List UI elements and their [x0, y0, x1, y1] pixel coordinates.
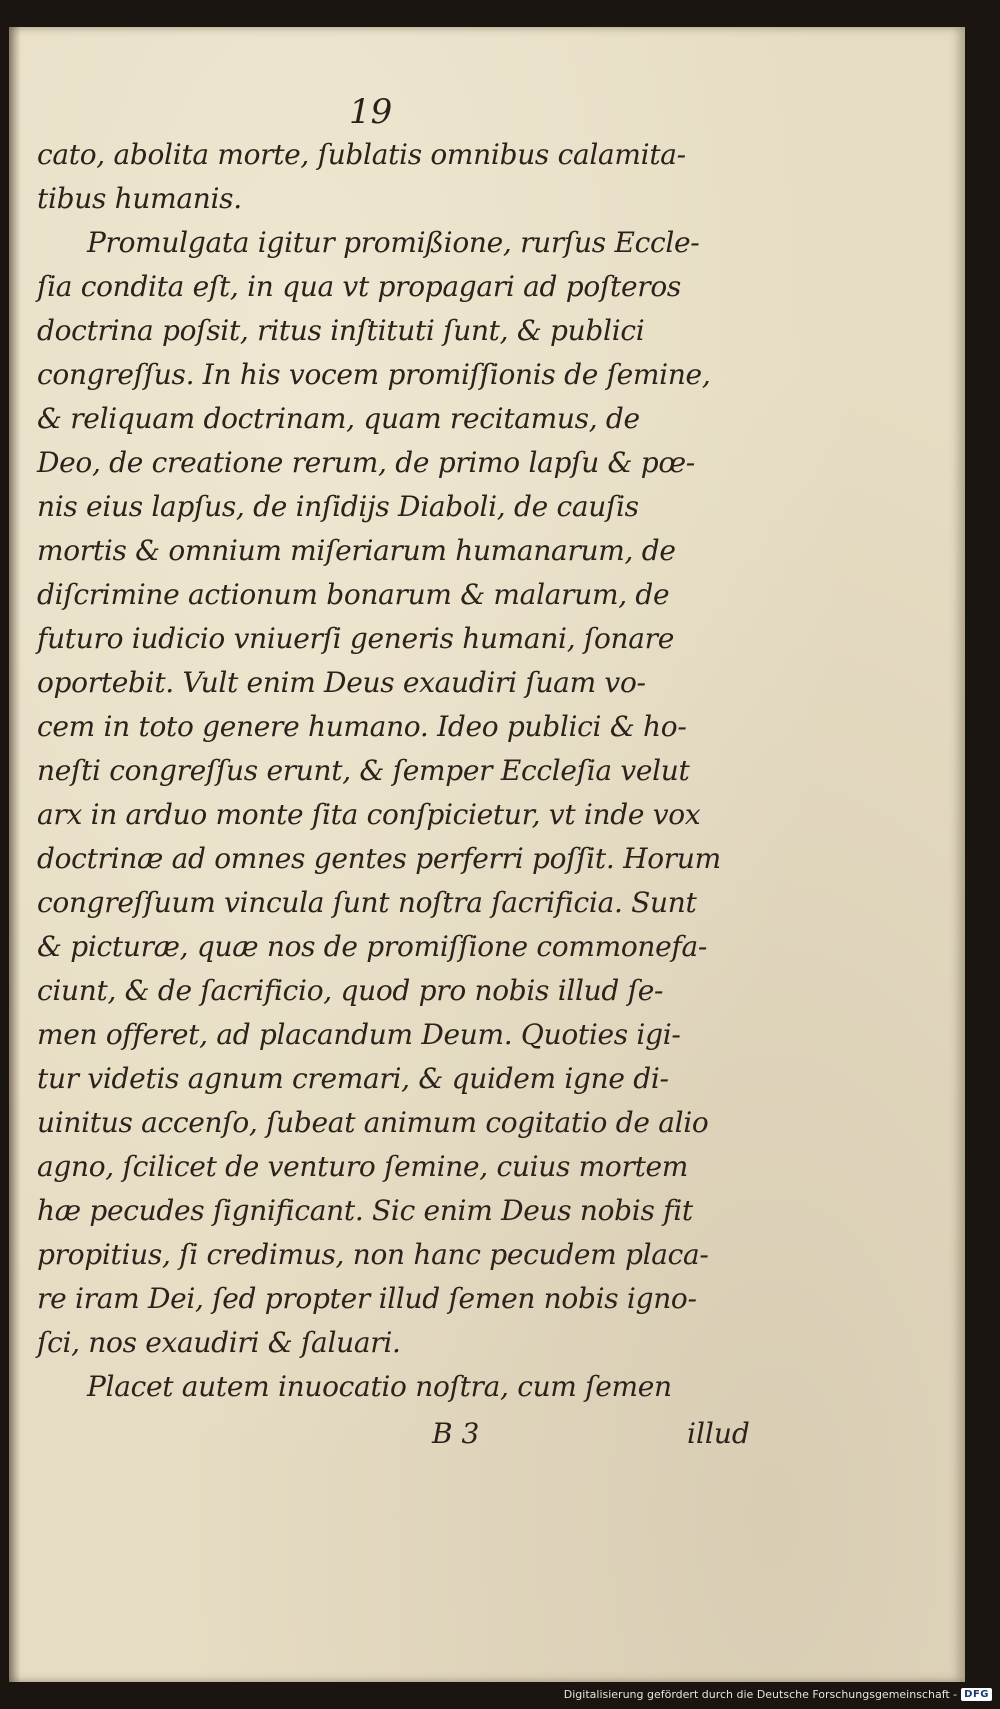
text-line: neſti congreſſus erunt, & ſemper Eccleſia velut [37, 754, 690, 787]
text-line: doctrina poſsit, ritus inſtituti ſunt, & publici [37, 314, 645, 347]
page-number: 19 [349, 92, 393, 132]
text-line: Placet autem inuocatio noſtra, cum ſemen [87, 1370, 672, 1403]
text-line: futuro iudicio vniuerſi generis humani, ſonare [37, 622, 675, 655]
text-line: re iram Dei, ſed propter illud ſemen nobis igno- [37, 1282, 697, 1315]
text-line: ciunt, & de ſacrificio, quod pro nobis illud ſe- [37, 974, 664, 1007]
text-line: congreſſus. In his vocem promiſſionis de ſemine, [37, 358, 711, 391]
book-page [9, 27, 965, 1682]
text-line: Promulgata igitur promißione, rurſus Eccle- [87, 226, 700, 259]
dfg-logo: DFG [961, 1688, 992, 1701]
text-line: doctrinæ ad omnes gentes perferri poſſit. Horum [37, 842, 721, 875]
text-line: uinitus accenſo, ſubeat animum cogitatio de alio [37, 1106, 709, 1139]
text-line: congreſſuum vincula ſunt noſtra ſacrificia. Sunt [37, 886, 697, 919]
text-line: arx in arduo monte ſita conſpicietur, vt inde vox [37, 798, 701, 831]
text-line: ſia condita eſt, in qua vt propagari ad poſteros [37, 270, 681, 303]
text-line: & picturæ, quæ nos de promiſſione commonefa- [37, 930, 708, 963]
text-line: tibus humanis. [37, 182, 242, 215]
text-line: hæ pecudes ſignificant. Sic enim Deus nobis fit [37, 1194, 693, 1227]
text-line: mortis & omnium miſeriarum humanarum, de [37, 534, 676, 567]
catchword: illud [687, 1417, 750, 1450]
text-line: tur videtis agnum cremari, & quidem igne di- [37, 1062, 669, 1095]
text-line: agno, ſcilicet de venturo ſemine, cuius mortem [37, 1150, 689, 1183]
text-line: diſcrimine actionum bonarum & malarum, de [37, 578, 670, 611]
text-line: propitius, ſi credimus, non hanc pecudem placa- [37, 1238, 709, 1271]
signature-mark: B 3 [432, 1417, 480, 1450]
text-line: Deo, de creatione rerum, de primo lapſu & pœ- [37, 446, 695, 479]
credit-text: Digitalisierung gefördert durch die Deutsche Forschungsgemeinschaft - [563, 1688, 958, 1701]
text-line: men offeret, ad placandum Deum. Quoties igi- [37, 1018, 681, 1051]
body-text [37, 133, 727, 1409]
text-line: cem in toto genere humano. Ideo publici & ho- [37, 710, 687, 743]
text-line: ſci, nos exaudiri & ſaluari. [37, 1326, 401, 1359]
text-line: oportebit. Vult enim Deus exaudiri ſuam vo- [37, 666, 646, 699]
text-line: nis eius lapſus, de inſidijs Diaboli, de cauſis [37, 490, 639, 523]
text-line: cato, abolita morte, ſublatis omnibus calamita- [37, 138, 686, 171]
page-gutter-shadow [9, 27, 21, 1682]
text-line: & reliquam doctrinam, quam recitamus, de [37, 402, 640, 435]
digitization-credit [564, 1688, 992, 1701]
